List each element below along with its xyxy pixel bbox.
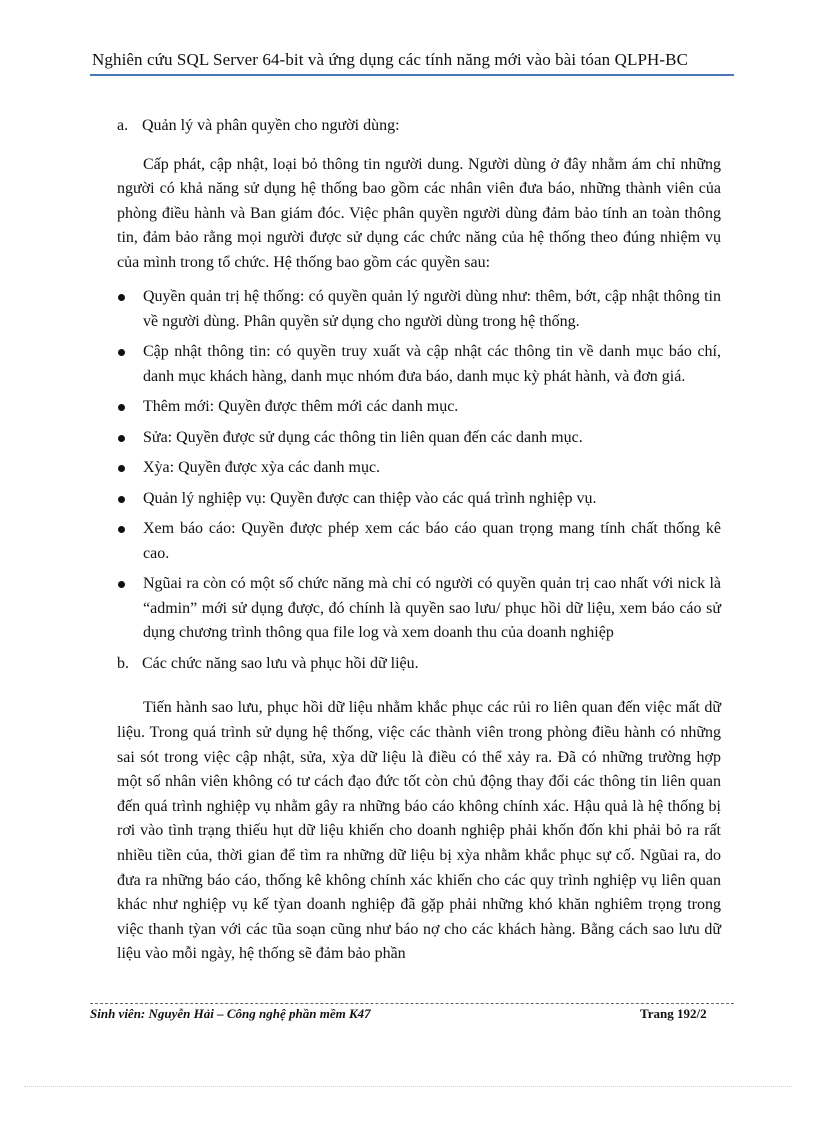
list-item	[117, 395, 721, 420]
paragraph-user-management: Cấp phát, cập nhật, loại bỏ thông tin người dung. Người dùng ở đây nhằm ám chỉ những người có khả năng sử dụng hệ thống bao gồm các nhân viên đưa báo, những thành viên của phòng điều hành và Ban giám đóc. Việc phân quyền người dùng đảm bảo tính an toàn thông tin, đảm bảo rằng mọi người được sử dụng các chức năng của hệ thống theo đúng nhiệm vụ của mình trong tổ chức. Hệ thống bao gồm các quyền sau:	[117, 155, 721, 271]
section-a-marker: a.	[117, 117, 129, 134]
bullet-icon	[118, 496, 125, 503]
footer-rule	[90, 1003, 734, 1004]
list-item-text: Xỳa: Quyền được xỳa các danh mục.	[143, 459, 381, 477]
list-item-text: Thêm mới: Quyền được thêm mới các danh mục.	[143, 398, 459, 416]
footer-author: Sinh viên: Nguyễn Hải – Công nghệ phần mềm K47	[90, 1006, 371, 1021]
bullet-icon	[118, 294, 125, 301]
list-item-text: Cập nhật thông tin: có quyền truy xuất và cập nhật các thông tin về danh mục báo chí, danh mục khách hàng, danh mục nhóm đưa báo, danh mục kỳ phát hành, và đơn giá.	[143, 343, 721, 385]
list-item	[117, 340, 721, 389]
footer-page-number: Trang 192/2	[640, 1006, 707, 1021]
list-item-text: Xem báo cáo: Quyền được phép xem các báo cáo quan trọng mang tính chất thống kê cao.	[143, 520, 721, 562]
list-item-text: Ngũai ra còn có một số chức năng mà chỉ có người có quyền quản trị cao nhất với nick là “admin” mới sử dụng được, đó chính là quyền sao lưu/ phục hồi dữ liệu, xem báo cáo sử dụng chương trình thông qua file log và xem doanh thu của doanh nghiệp	[143, 575, 721, 642]
document-body	[117, 114, 721, 967]
section-b-marker: b.	[117, 654, 129, 672]
list-item	[117, 572, 721, 646]
page-header: Nghiên cứu SQL Server 64-bit và ứng dụng các tính năng mới vào bài tóan QLPH-BC	[92, 50, 689, 69]
list-item-text: Quyền quản trị hệ thống: có quyền quản lý người dùng như: thêm, bớt, cập nhật thông tin về người dùng. Phân quyền sử dụng cho người dùng trong hệ thống.	[143, 288, 721, 330]
list-item	[117, 285, 721, 334]
list-item	[117, 456, 721, 481]
section-a-title: Quản lý và phân quyền cho người dùng:	[142, 117, 400, 134]
bullet-icon	[118, 581, 125, 588]
list-item	[117, 426, 721, 451]
bullet-icon	[118, 465, 125, 472]
list-item	[117, 517, 721, 566]
list-item-text: Quản lý nghiệp vụ: Quyền được can thiệp vào các quá trình nghiệp vụ.	[143, 489, 597, 507]
list-item	[117, 487, 721, 512]
page-bottom-divider	[24, 1086, 792, 1087]
list-item-text: Sửa: Quyền được sử dụng các thông tin liên quan đến các danh mục.	[143, 428, 583, 446]
bullet-icon	[118, 404, 125, 411]
bullet-icon	[118, 435, 125, 442]
permission-list	[117, 285, 721, 646]
section-b-title: Các chức năng sao lưu và phục hồi dữ liệu.	[142, 654, 419, 672]
section-b-heading	[117, 652, 721, 677]
header-rule	[90, 74, 734, 76]
paragraph-backup-restore: Tiến hành sao lưu, phục hồi dữ liệu nhằm khắc phục các rủi ro liên quan đến việc mất dữ liệu. Trong quá trình sử dụng hệ thống, việc các thành viên trong phòng điều hành có những sai sót trong việc cập nhật, sửa, xỳa dữ liệu là điều có thể xảy ra. Đã có những trường hợp một số nhân viên không có tư cách đạo đức tốt còn chủ động thay đổi các thông tin liên quan đến quá trình nghiệp vụ nhằm gây ra những báo cáo không chính xác. Hậu quả là hệ thống bị rơi vào tình trạng thiếu hụt dữ liệu khiến cho doanh nghiệp phải khốn đốn khi phải bỏ ra rất nhiều tiền của, thời gian để tìm ra những dữ liệu bị xỳa nhằm khắc phục sự cố. Ngũai ra, do đưa ra những báo cáo, thống kê không chính xác khiến cho các quy trình nghiệp vụ liên quan khác như nghiệp vụ kế tỳan doanh nghiệp đã gặp phải những khó khăn nghiêm trọng trong việc thanh tỳan với các tũa soạn cũng như báo nợ cho các khách hàng. Bằng cách sao lưu dữ liệu vào mỗi ngày, hệ thống sẽ đảm bảo phần	[117, 699, 721, 963]
section-a-heading	[117, 114, 721, 139]
bullet-icon	[118, 349, 125, 356]
bullet-icon	[118, 526, 125, 533]
